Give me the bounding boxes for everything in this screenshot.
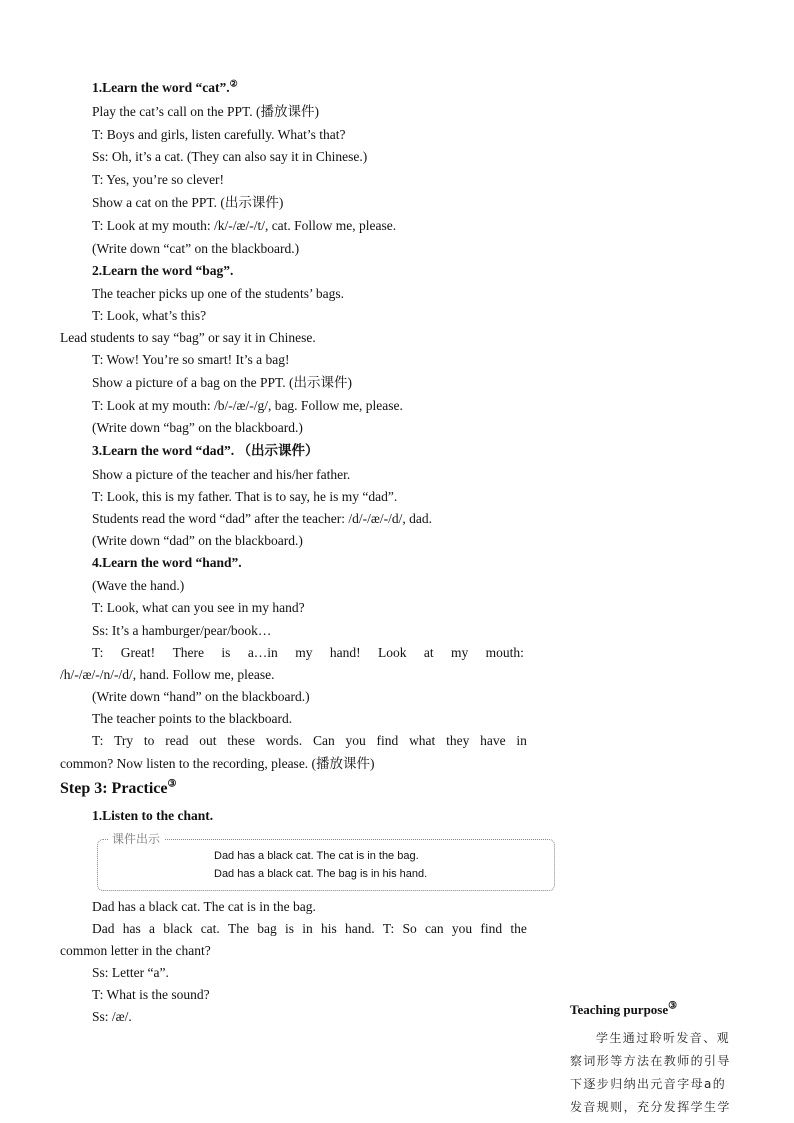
text-line: Ss: It’s a hamburger/pear/book… [92,623,272,638]
footnote-mark: ② [229,78,238,89]
courseware-line: Dad has a black cat. The cat is in the bag. [214,850,419,862]
text-line: T: Look, what’s this? [92,308,207,323]
text-line: The teacher points to the blackboard. [92,711,293,726]
text-line: T: Boys and girls, listen carefully. What’s that? [92,127,346,142]
teaching-purpose-title: Teaching purpose③ [570,1000,678,1017]
text-line: Ss: Letter “a”. [92,965,169,980]
teaching-purpose-line: 发音规则，充分发挥学生学 [570,1100,731,1114]
text-line: T: Look, what can you see in my hand? [92,600,305,615]
text-line: T: Look at my mouth: /k/-/æ/-/t/, cat. Follow me, please. [92,218,397,233]
justified-line-great: T: Great! There is a…in my hand! Look at my mouth: [92,645,524,660]
footnote-mark: ③ [668,1000,678,1012]
text-line: Show a picture of a bag on the PPT. (出示课件) [92,375,352,390]
text-line: Play the cat’s call on the PPT. (播放课件) [92,104,319,119]
text-line: (Write down “hand” on the blackboard.) [92,689,310,704]
text-line: (Wave the hand.) [92,578,185,593]
courseware-title: 课件出示 [108,830,164,847]
courseware-box [97,839,555,891]
text-line: T: Wow! You’re so smart! It’s a bag! [92,352,290,367]
step3-heading: Step 3: Practice③ [60,778,177,797]
text-line: Ss: Oh, it’s a cat. (They can also say it in Chinese.) [92,149,368,164]
text-line: /h/-/æ/-/n/-/d/, hand. Follow me, please. [60,667,275,682]
footnote-mark: ③ [167,778,177,790]
text-line: common? Now listen to the recording, please. (播放课件) [60,756,375,771]
text-line: (Write down “bag” on the blackboard.) [92,420,303,435]
text-line: Lead students to say “bag” or say it in Chinese. [60,330,316,345]
text-line: T: What is the sound? [92,987,210,1002]
text-line: Ss: /æ/. [92,1009,132,1024]
text-line: T: Look at my mouth: /b/-/æ/-/g/, bag. Follow me, please. [92,398,403,413]
text-line: common letter in the chant? [60,943,211,958]
justified-line-try: T: Try to read out these words. Can you find what they have in [92,733,527,748]
text-line: T: Look, this is my father. That is to say, he is my “dad”. [92,489,398,504]
heading-learn-dad: 3.Learn the word “dad”. （出示课件） [92,443,319,458]
text-line: Students read the word “dad” after the teacher: /d/-/æ/-/d/, dad. [92,511,432,526]
heading-learn-bag: 2.Learn the word “bag”. [92,263,234,278]
teaching-purpose-line: 学生通过聆听发音、观 [596,1031,731,1045]
teaching-purpose-line: 察词形等方法在教师的引导 [570,1054,731,1068]
heading-learn-hand: 4.Learn the word “hand”. [92,555,242,570]
courseware-line: Dad has a black cat. The bag is in his hand. [214,868,428,880]
justified-line-dad-bag: Dad has a black cat. The bag is in his hand. T: So can you find the [92,921,527,936]
text-line: The teacher picks up one of the students’ bags. [92,286,345,301]
heading-listen-chant: 1.Listen to the chant. [92,808,214,823]
text-line: Show a cat on the PPT. (出示课件) [92,195,284,210]
text-line: Show a picture of the teacher and his/her father. [92,467,351,482]
text-line: (Write down “cat” on the blackboard.) [92,241,300,256]
text-line: (Write down “dad” on the blackboard.) [92,533,303,548]
text-line: Dad has a black cat. The cat is in the bag. [92,899,316,914]
heading-learn-cat: 1.Learn the word “cat”.② [92,78,238,95]
teaching-purpose-line: 下逐步归纳出元音字母a的 [570,1077,727,1091]
text-line: T: Yes, you’re so clever! [92,172,225,187]
